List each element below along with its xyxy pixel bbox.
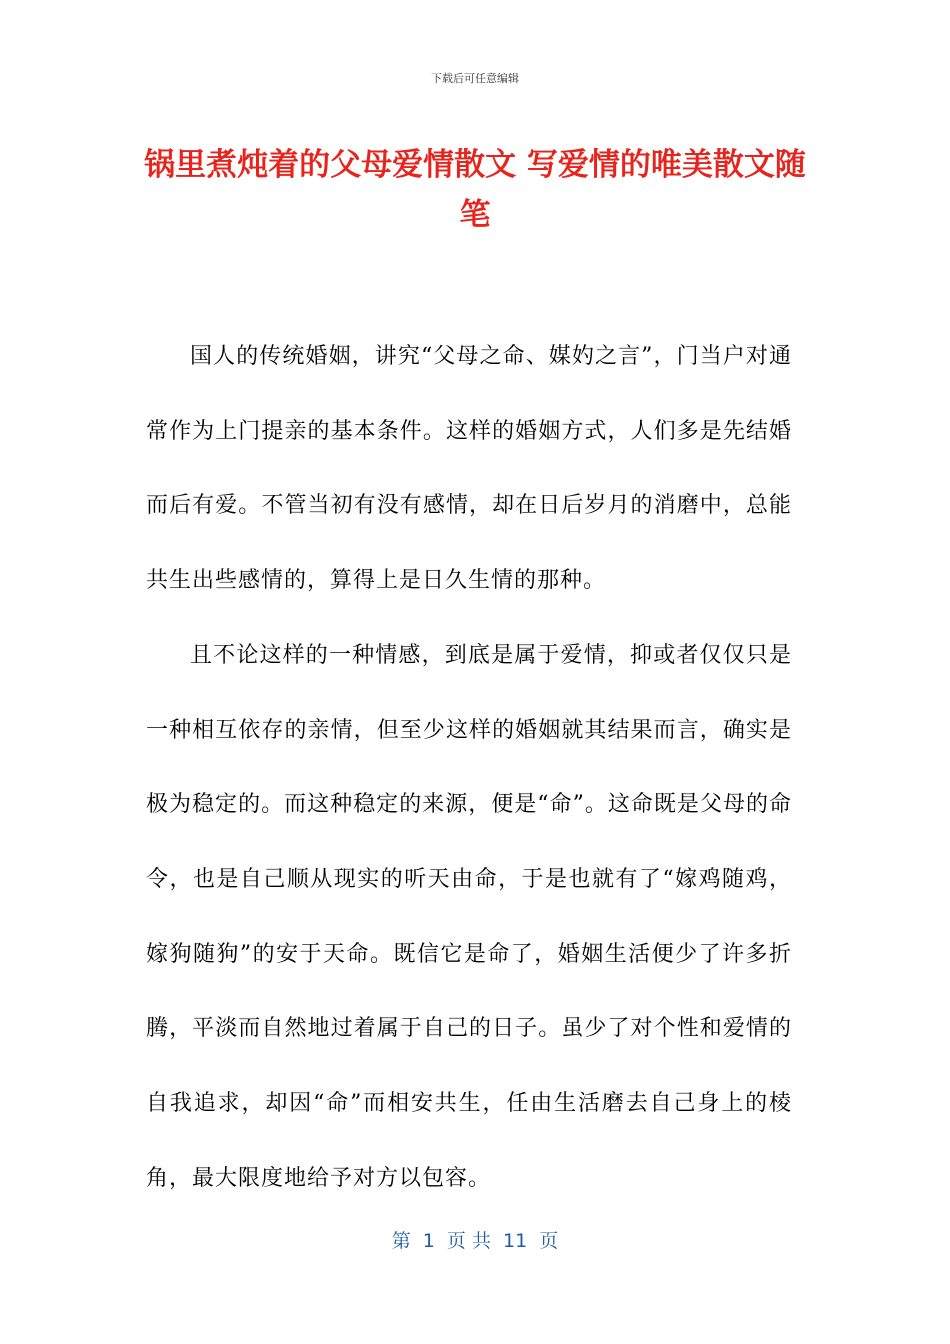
header-note: 下载后可任意编辑: [431, 72, 519, 85]
paragraph: 国人的传统婚姻，讲究“父母之命、媒妁之言”，门当户对通常作为上门提亲的基本条件。这样的婚姻方式，人们多是先结婚而后有爱。不管当初有没有感情，却在日后岁月的消磨中，总能共生出些感情的，算得上是日久生情的那种。: [146, 344, 792, 594]
document-title: 锅里煮炖着的父母爱情散文 写爱情的唯美散文随笔: [144, 147, 806, 233]
document-body: [146, 320, 792, 1216]
page-number-footer: 第 1 页 共 11 页: [391, 1230, 559, 1252]
paragraph: 且不论这样的一种情感，到底是属于爱情，抑或者仅仅只是一种相互依存的亲情，但至少这样的婚姻就其结果而言，确实是极为稳定的。而这种稳定的来源，便是“命”。这命既是父母的命令，也是自己顺从现实的听天由命，于是也就有了“嫁鸡随鸡，嫁狗随狗”的安于天命。既信它是命了，婚姻生活便少了许多折腾，平淡而自然地过着属于自己的日子。虽少了对个性和爱情的自我追求，却因“命”而相安共生，任由生活磨去自己身上的棱角，最大限度地给予对方以包容。: [146, 642, 792, 1191]
